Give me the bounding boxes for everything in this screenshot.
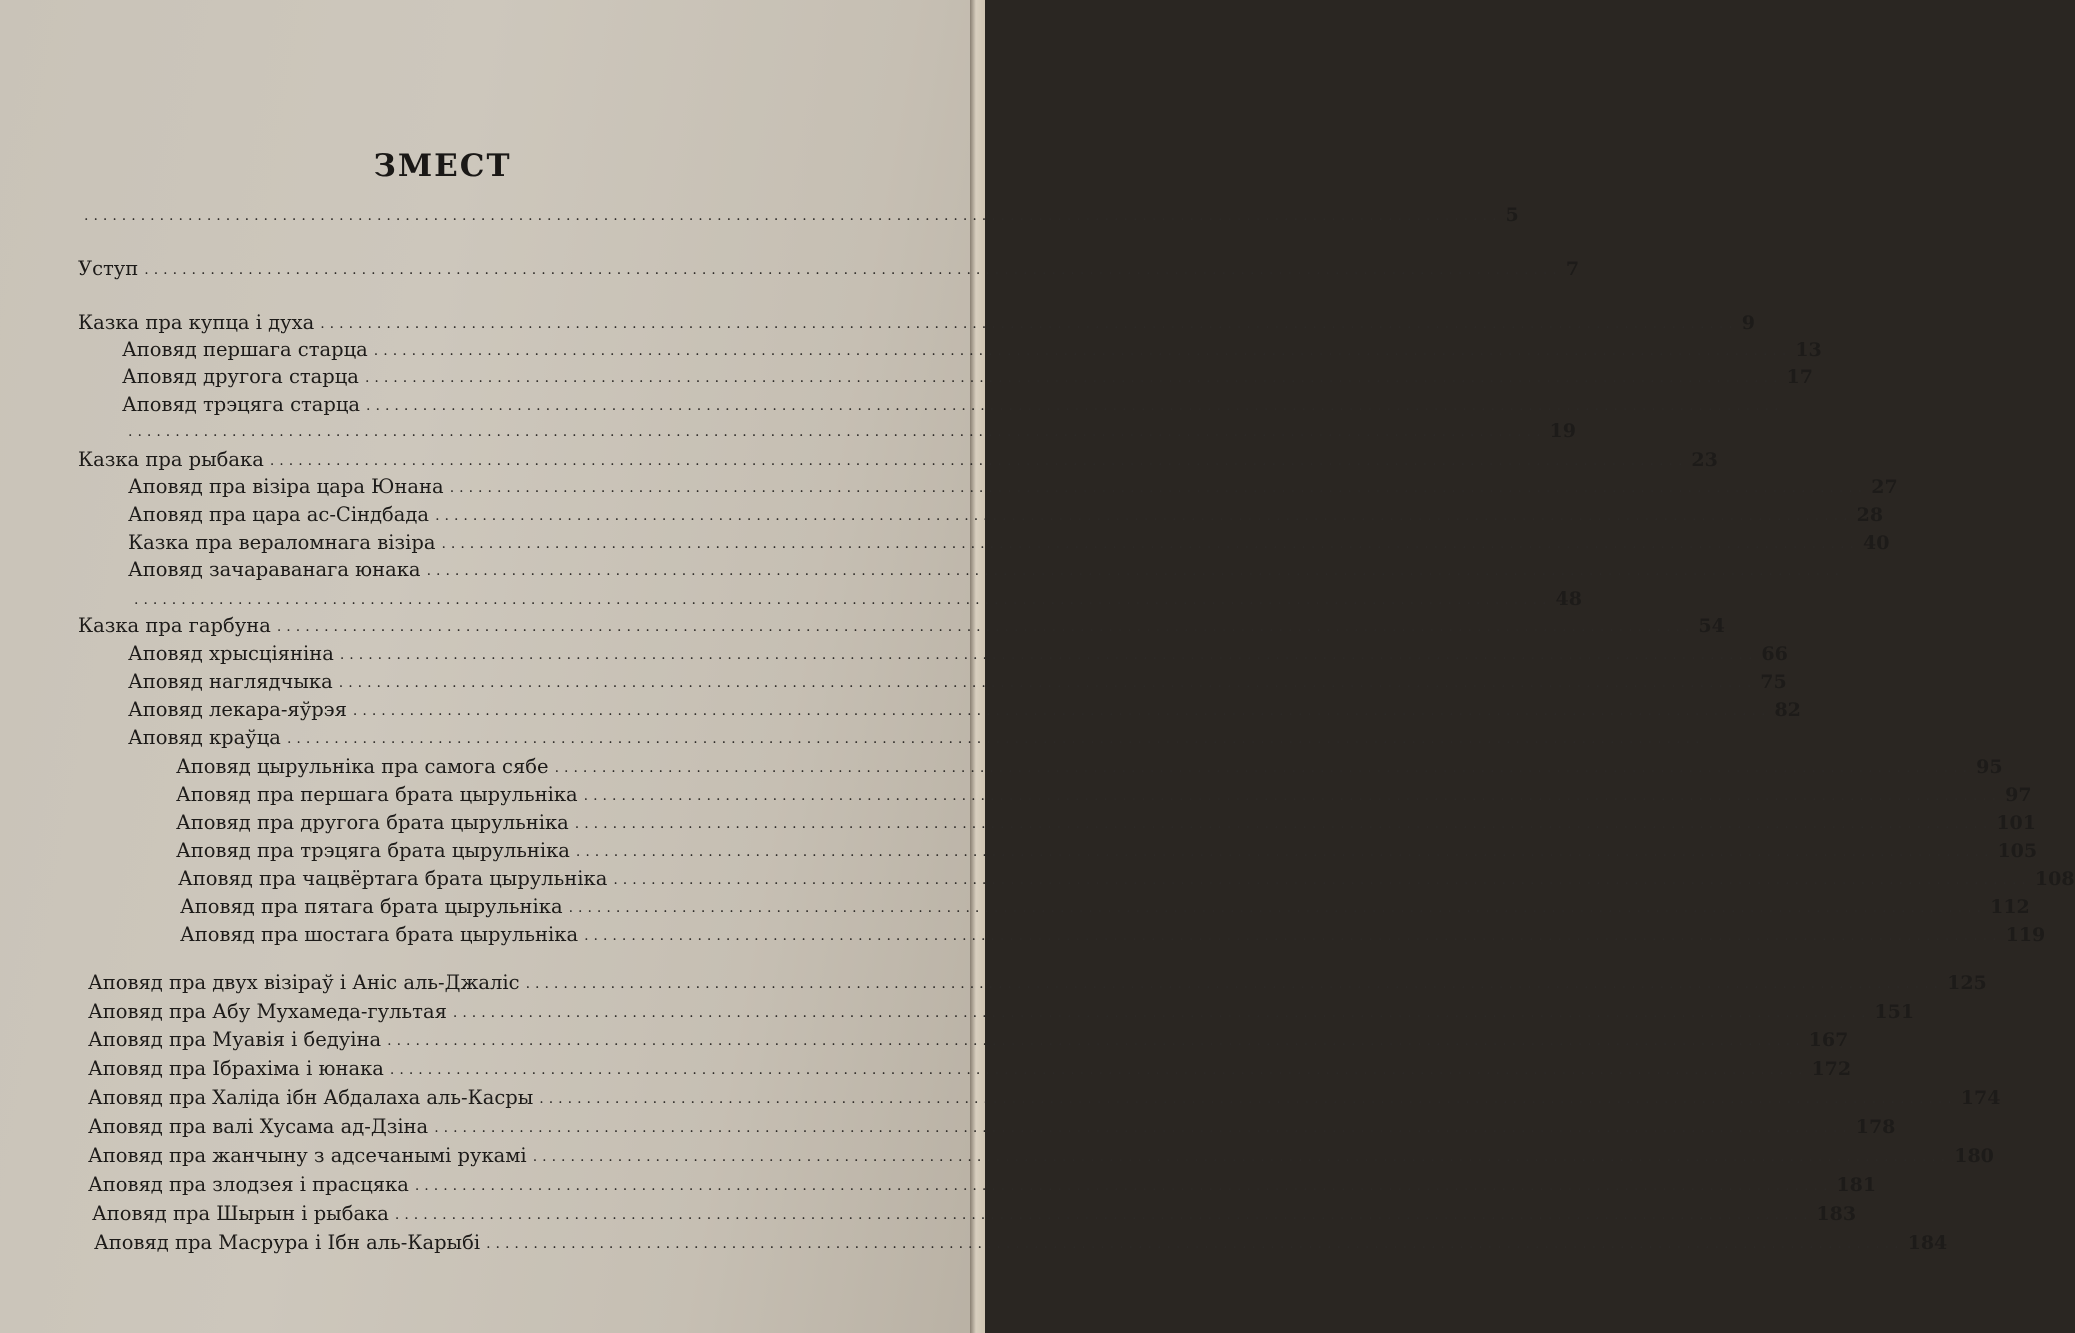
toc-entry-title: Аповяд зачараванага юнака (128, 558, 421, 581)
toc-entry-title: Аповяд пра трэцяга брата цырульніка (176, 839, 570, 862)
toc-entry (88, 993, 1915, 1023)
toc-page-number: 7 (1565, 258, 1580, 280)
dot-leader: ...................................................................................................................................................... (389, 1062, 1808, 1078)
dot-leader: ...................................................................................................................................................... (449, 480, 1868, 496)
toc-entry (176, 804, 2036, 834)
toc-entry (122, 331, 1822, 361)
toc-page-number: 97 (2005, 784, 2032, 806)
toc-page-number: 5 (1505, 204, 1519, 226)
toc-page-number: 82 (1774, 699, 1801, 721)
toc-entry (78, 441, 1718, 471)
toc-entry (128, 496, 1884, 526)
toc-entry (128, 663, 1787, 693)
dot-leader: ...................................................................................................................................................... (613, 872, 2031, 888)
dot-leader: ...................................................................................................................................................... (373, 343, 1792, 359)
toc-entry (128, 524, 1890, 554)
toc-entry (94, 1224, 1948, 1254)
toc-entry-title: Аповяд пра першага брата цырульніка (176, 783, 578, 806)
dot-leader: ...................................................................................................................................................... (554, 760, 1973, 776)
toc-entry-title: Казка пра гарбуна (78, 614, 271, 637)
page-title: ЗМЕСТ (373, 148, 512, 184)
toc-entry-title: Казка пра купца і духа (78, 311, 315, 334)
toc-entry-title: Аповяд пра Масрура і Ібн аль-Карыбі (94, 1231, 481, 1254)
toc-entry-title: Аповяд пра шостага брата цырульніка (180, 923, 579, 946)
toc-entry-title: Аповяд наглядчыка (128, 670, 333, 693)
toc-page-number: 23 (1691, 449, 1718, 471)
toc-entry-title: Аповяд пра візіра цара Юнана (128, 475, 444, 498)
toc-entry-title: Аповяд пра чацвёртага брата цырульніка (178, 867, 608, 890)
toc-entry (128, 551, 1845, 581)
toc-page-number: 66 (1761, 643, 1788, 665)
dot-leader: ...................................................................................................................................................... (426, 563, 1845, 579)
toc-page-number: 181 (1836, 1174, 1877, 1196)
dot-leader: ...................................................................................................................................................... (575, 844, 1994, 860)
dot-leader: ...................................................................................................................................................... (84, 208, 1502, 224)
toc-page-number: 112 (1990, 896, 2030, 918)
toc-page-number: 48 (1555, 588, 1582, 610)
toc-entry (178, 860, 2075, 890)
toc-page-number: 174 (1960, 1087, 2001, 1109)
toc-page-number: 13 (1795, 339, 1822, 361)
toc-entry (176, 748, 2003, 778)
dot-leader: ...................................................................................................................................................... (364, 370, 1783, 386)
toc-page-number: 172 (1811, 1058, 1852, 1080)
dot-leader: ...................................................................................................................................................... (338, 675, 1757, 691)
toc-entry (128, 691, 1801, 721)
toc-page-number: 184 (1907, 1232, 1948, 1254)
toc-entry-title: Аповяд хрысціяніна (128, 642, 334, 665)
dot-leader: ...................................................................................................................................................... (532, 1149, 1951, 1165)
dot-leader: ...................................................................................................................................................... (286, 731, 1705, 747)
toc-entry (88, 1166, 1877, 1196)
toc-page-number: 178 (1855, 1116, 1896, 1138)
toc-entry (92, 1195, 1857, 1225)
dot-leader: ...................................................................................................................................................... (320, 316, 1738, 332)
toc-entry-title: Аповяд лекара-яўрэя (128, 698, 347, 721)
toc-entry-title: Аповяд пра злодзея і прасцяка (88, 1173, 409, 1196)
dot-leader: ...................................................................................................................................................... (387, 1033, 1805, 1049)
toc-entry (176, 776, 2032, 806)
toc-entry-title: Аповяд пра Ібрахіма і юнака (88, 1057, 384, 1080)
toc-entry-title: Аповяд пра пятага брата цырульніка (180, 895, 563, 918)
toc-entry-title: Аповяд трэцяга старца (122, 393, 361, 416)
toc-entry (78, 304, 1755, 334)
toc-entry (128, 635, 1788, 665)
dot-leader: ...................................................................................................................................................... (539, 1091, 1957, 1107)
toc-entry-title: Казка пра рыбака (78, 448, 264, 471)
toc-entry-title: Аповяд пра валі Хусама ад-Дзіна (88, 1115, 429, 1138)
toc-page-number: 17 (1786, 366, 1813, 388)
dot-leader: ...................................................................................................................................................... (452, 1005, 1871, 1021)
toc-entry-title: Аповяд пра Муавія і бедуіна (88, 1028, 382, 1051)
toc-entry-title: Казка пра вераломнага візіра (128, 531, 436, 554)
toc-entry-title: Аповяд першага старца (122, 338, 368, 361)
toc-entry-title: Аповяд пра другога брата цырульніка (176, 811, 569, 834)
toc-entry (78, 196, 1519, 226)
toc-entry (88, 1079, 2001, 1109)
toc-page-number: 119 (2005, 924, 2046, 946)
toc-page-number: 180 (1954, 1145, 1994, 1167)
dot-leader: ...................................................................................................................................................... (441, 536, 1859, 552)
dot-leader: ...................................................................................................................................................... (568, 900, 1987, 916)
toc-entry-title: Аповяд пра Абу Мухамеда-гультая (88, 1000, 447, 1023)
toc-page-number: 105 (1997, 840, 2038, 862)
dot-leader: ...................................................................................................................................................... (525, 976, 1944, 992)
toc-entry (78, 250, 1580, 280)
toc-entry (88, 964, 1987, 994)
toc-page-number: 151 (1874, 1001, 1915, 1023)
toc-page-number: 75 (1760, 671, 1787, 693)
toc-page-number: 167 (1808, 1029, 1849, 1051)
toc-page-number: 9 (1741, 312, 1755, 334)
toc-entry-title: Аповяд цырульніка пра самога сябе (176, 755, 549, 778)
dot-leader: ...................................................................................................................................................... (128, 424, 1546, 440)
toc-entry (88, 1108, 1896, 1138)
dot-leader: ...................................................................................................................................................... (414, 1178, 1833, 1194)
toc-entry (128, 468, 1898, 498)
dot-leader: ...................................................................................................................................................... (584, 928, 2002, 944)
toc-entry (180, 916, 2046, 946)
dot-leader: ...................................................................................................................................................... (435, 508, 1853, 524)
toc-entry (122, 358, 1813, 388)
toc-page-number: 95 (1976, 756, 2003, 778)
dot-leader: ...................................................................................................................................................... (134, 592, 1552, 608)
toc-page-number: 27 (1871, 476, 1898, 498)
toc-entry-title: Аповяд краўца (128, 726, 281, 749)
toc-page-number: 28 (1856, 504, 1884, 526)
dot-leader: ...................................................................................................................................................... (434, 1120, 1852, 1136)
dot-leader: ...................................................................................................................................................... (583, 788, 2002, 804)
toc-page-number: 108 (2034, 868, 2075, 890)
toc-entry (122, 412, 1576, 442)
dot-leader: ...................................................................................................................................................... (339, 647, 1758, 663)
dot-leader: ...................................................................................................................................................... (486, 1236, 1904, 1252)
toc-entry-title: Аповяд другога старца (122, 365, 359, 388)
dot-leader: ...................................................................................................................................................... (394, 1207, 1813, 1223)
dot-leader: ...................................................................................................................................................... (352, 703, 1771, 719)
toc-entry (88, 1137, 1994, 1167)
toc-page-number: 40 (1862, 532, 1890, 554)
toc-entry (128, 580, 1582, 610)
toc-entry-title: Аповяд пра Шырын і рыбака (92, 1202, 389, 1225)
toc-page-number: 125 (1947, 972, 1987, 994)
toc-entry-title: Аповяд пра двух візіраў і Аніс аль-Джаліс (88, 971, 520, 994)
dot-leader: ...................................................................................................................................................... (366, 398, 1784, 414)
toc-entry (88, 1050, 1852, 1080)
toc-page-number: 183 (1816, 1203, 1857, 1225)
toc-page-number: 101 (1996, 812, 2036, 834)
toc-page-number: 19 (1549, 420, 1576, 442)
toc-entry (78, 607, 1725, 637)
toc-entry-title: Аповяд пра Халіда ібн Абдалаха аль-Касры (88, 1086, 534, 1109)
toc-entry-title: Аповяд пра жанчыну з адсечанымі рукамі (88, 1144, 527, 1167)
dot-leader: ...................................................................................................................................................... (276, 619, 1695, 635)
toc-entry (180, 888, 2030, 918)
toc-entry (88, 1021, 1849, 1051)
dot-leader: ...................................................................................................................................................... (269, 453, 1688, 469)
toc-entry-title: Аповяд пра цара ас-Сіндбада (128, 503, 430, 526)
toc-entry (176, 832, 2038, 862)
dot-leader: ...................................................................................................................................................... (144, 262, 1562, 278)
dot-leader: ...................................................................................................................................................... (574, 816, 1993, 832)
toc-entry (128, 719, 1705, 749)
toc-entry-title: Уступ (78, 257, 139, 280)
toc-page-number: 54 (1698, 615, 1725, 637)
